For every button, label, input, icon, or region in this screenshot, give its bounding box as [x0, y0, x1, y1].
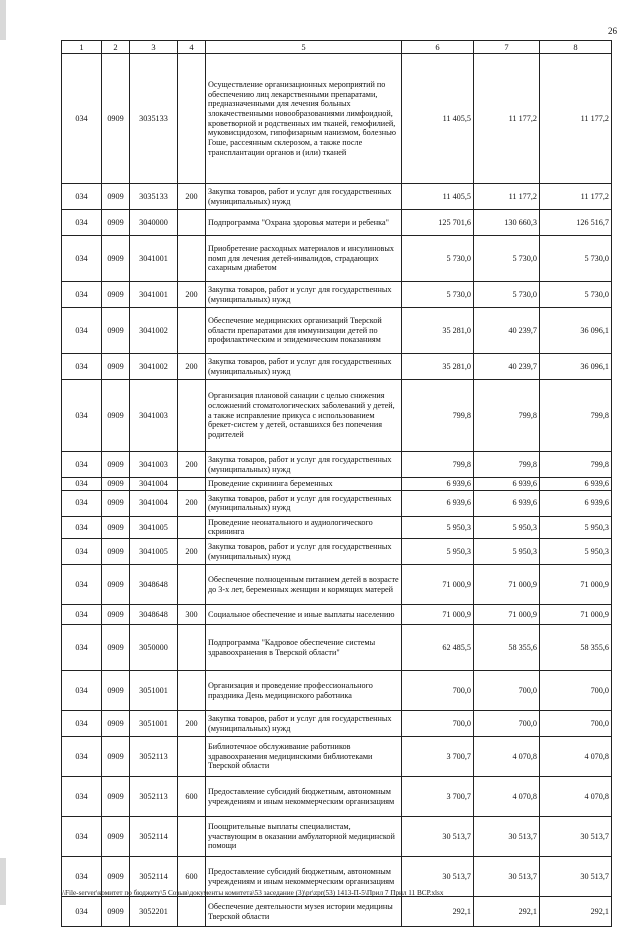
cell-amount-col8: 4 070,8 [540, 737, 612, 777]
table-row [62, 380, 612, 452]
table-row [62, 565, 612, 605]
cell-admin-code: 034 [62, 236, 102, 282]
table-row [62, 308, 612, 354]
cell-target-code: 3041002 [130, 308, 178, 354]
cell-amount-col6: 6 939,6 [402, 478, 474, 491]
table-row [62, 478, 612, 491]
cell-target-code: 3041003 [130, 452, 178, 478]
cell-admin-code: 034 [62, 210, 102, 236]
cell-admin-code: 034 [62, 54, 102, 184]
cell-amount-col7: 71 000,9 [474, 605, 540, 625]
cell-target-code: 3041005 [130, 516, 178, 538]
table-row [62, 539, 612, 565]
cell-amount-col6: 5 730,0 [402, 236, 474, 282]
cell-amount-col6: 5 730,0 [402, 282, 474, 308]
cell-amount-col8: 6 939,6 [540, 478, 612, 491]
col-header: 1 [62, 41, 102, 54]
cell-amount-col8: 700,0 [540, 711, 612, 737]
cell-section-code: 0909 [102, 184, 130, 210]
file-path-footer: \\File-server\комитет по бюджету\5 Созыв\документы комитета\53 заседание (3)\pr\zpr(53) 1413-П-5\Прил 7 Прил 11 ВСР.xlsx [61, 889, 444, 897]
cell-target-code: 3040000 [130, 210, 178, 236]
cell-admin-code: 034 [62, 490, 102, 516]
cell-amount-col6: 3 700,7 [402, 737, 474, 777]
cell-amount-col6: 5 950,3 [402, 539, 474, 565]
cell-amount-col7: 799,8 [474, 452, 540, 478]
cell-amount-col7: 5 730,0 [474, 282, 540, 308]
cell-section-code: 0909 [102, 711, 130, 737]
cell-expense-type: 200 [178, 490, 206, 516]
cell-amount-col8: 5 950,3 [540, 539, 612, 565]
cell-target-code: 3052201 [130, 897, 178, 927]
cell-admin-code: 034 [62, 354, 102, 380]
cell-target-code: 3041005 [130, 539, 178, 565]
cell-admin-code: 034 [62, 857, 102, 897]
cell-section-code: 0909 [102, 452, 130, 478]
cell-amount-col6: 11 405,5 [402, 184, 474, 210]
cell-section-code: 0909 [102, 308, 130, 354]
col-header: 3 [130, 41, 178, 54]
cell-amount-col8: 6 939,6 [540, 490, 612, 516]
cell-description: Проведение неонатального и аудиологического скрининга [206, 516, 402, 538]
cell-target-code: 3052114 [130, 857, 178, 897]
cell-amount-col8: 71 000,9 [540, 565, 612, 605]
budget-table [61, 40, 612, 927]
cell-amount-col7: 30 513,7 [474, 817, 540, 857]
cell-amount-col6: 3 700,7 [402, 777, 474, 817]
table-row [62, 777, 612, 817]
cell-amount-col7: 292,1 [474, 897, 540, 927]
cell-section-code: 0909 [102, 777, 130, 817]
cell-description: Обеспечение полноценным питанием детей в возрасте до 3-х лет, беременных женщин и кормящих матерей [206, 565, 402, 605]
cell-amount-col7: 5 730,0 [474, 236, 540, 282]
cell-admin-code: 034 [62, 516, 102, 538]
cell-amount-col7: 6 939,6 [474, 478, 540, 491]
table-row [62, 354, 612, 380]
col-header: 7 [474, 41, 540, 54]
cell-expense-type [178, 54, 206, 184]
cell-expense-type: 200 [178, 354, 206, 380]
cell-target-code: 3052113 [130, 777, 178, 817]
cell-amount-col6: 11 405,5 [402, 54, 474, 184]
cell-target-code: 3035133 [130, 54, 178, 184]
cell-description: Закупка товаров, работ и услуг для государственных (муниципальных) нужд [206, 490, 402, 516]
cell-expense-type [178, 671, 206, 711]
cell-section-code: 0909 [102, 516, 130, 538]
cell-target-code: 3051001 [130, 671, 178, 711]
cell-description: Поощрительные выплаты специалистам, участвующим в оказании амбулаторной медицинской помощи [206, 817, 402, 857]
cell-amount-col6: 799,8 [402, 452, 474, 478]
cell-admin-code: 034 [62, 308, 102, 354]
cell-description: Обеспечение медицинских организаций Тверской области препаратами для иммунизации детей по профилактическим и эпидемическим показаниям [206, 308, 402, 354]
table-row [62, 737, 612, 777]
cell-admin-code: 034 [62, 452, 102, 478]
cell-amount-col6: 30 513,7 [402, 817, 474, 857]
cell-admin-code: 034 [62, 184, 102, 210]
cell-amount-col7: 799,8 [474, 380, 540, 452]
cell-section-code: 0909 [102, 817, 130, 857]
cell-target-code: 3041001 [130, 282, 178, 308]
cell-target-code: 3041004 [130, 478, 178, 491]
cell-amount-col7: 5 950,3 [474, 516, 540, 538]
cell-amount-col7: 71 000,9 [474, 565, 540, 605]
cell-description: Закупка товаров, работ и услуг для государственных (муниципальных) нужд [206, 354, 402, 380]
cell-section-code: 0909 [102, 565, 130, 605]
cell-admin-code: 034 [62, 711, 102, 737]
cell-expense-type [178, 625, 206, 671]
cell-description: Закупка товаров, работ и услуг для государственных (муниципальных) нужд [206, 452, 402, 478]
cell-expense-type: 200 [178, 711, 206, 737]
cell-section-code: 0909 [102, 282, 130, 308]
cell-expense-type: 600 [178, 857, 206, 897]
cell-amount-col8: 5 730,0 [540, 282, 612, 308]
cell-target-code: 3048648 [130, 605, 178, 625]
table-row [62, 236, 612, 282]
cell-amount-col7: 130 660,3 [474, 210, 540, 236]
cell-expense-type [178, 516, 206, 538]
col-header: 4 [178, 41, 206, 54]
cell-expense-type [178, 236, 206, 282]
table-row [62, 897, 612, 927]
cell-amount-col7: 4 070,8 [474, 737, 540, 777]
cell-amount-col8: 36 096,1 [540, 308, 612, 354]
cell-amount-col7: 11 177,2 [474, 184, 540, 210]
cell-admin-code: 034 [62, 539, 102, 565]
cell-admin-code: 034 [62, 625, 102, 671]
cell-amount-col7: 11 177,2 [474, 54, 540, 184]
cell-admin-code: 034 [62, 897, 102, 927]
cell-expense-type [178, 817, 206, 857]
cell-amount-col8: 71 000,9 [540, 605, 612, 625]
cell-amount-col8: 799,8 [540, 452, 612, 478]
cell-expense-type [178, 478, 206, 491]
cell-description: Предоставление субсидий бюджетным, автономным учреждениям и иным некоммерческим организациям [206, 777, 402, 817]
cell-amount-col6: 700,0 [402, 671, 474, 711]
cell-description: Организация плановой санации с целью снижения осложнений стоматологических заболеваний у детей, а также исправление прикуса с использованием брекет-систем у детей, оставшихся без попечения родителей [206, 380, 402, 452]
cell-amount-col6: 799,8 [402, 380, 474, 452]
cell-section-code: 0909 [102, 671, 130, 711]
cell-admin-code: 034 [62, 777, 102, 817]
cell-section-code: 0909 [102, 897, 130, 927]
cell-expense-type: 200 [178, 282, 206, 308]
table-row [62, 452, 612, 478]
table-row [62, 282, 612, 308]
cell-target-code: 3041001 [130, 236, 178, 282]
cell-section-code: 0909 [102, 490, 130, 516]
cell-target-code: 3041004 [130, 490, 178, 516]
cell-section-code: 0909 [102, 210, 130, 236]
cell-description: Обеспечение деятельности музея истории медицины Тверской области [206, 897, 402, 927]
scan-edge-bottom [0, 858, 6, 905]
table-row [62, 490, 612, 516]
cell-description: Подпрограмма "Охрана здоровья матери и ребенка" [206, 210, 402, 236]
cell-amount-col7: 58 355,6 [474, 625, 540, 671]
table-row [62, 516, 612, 538]
cell-target-code: 3041002 [130, 354, 178, 380]
cell-target-code: 3041003 [130, 380, 178, 452]
cell-admin-code: 034 [62, 671, 102, 711]
cell-amount-col8: 36 096,1 [540, 354, 612, 380]
cell-description: Библиотечное обслуживание работников здравоохранения медицинскими библиотеками Тверской области [206, 737, 402, 777]
cell-target-code: 3051001 [130, 711, 178, 737]
cell-amount-col8: 5 950,3 [540, 516, 612, 538]
cell-expense-type: 600 [178, 777, 206, 817]
cell-admin-code: 034 [62, 380, 102, 452]
cell-amount-col6: 125 701,6 [402, 210, 474, 236]
cell-amount-col8: 30 513,7 [540, 817, 612, 857]
cell-amount-col8: 11 177,2 [540, 54, 612, 184]
cell-amount-col8: 126 516,7 [540, 210, 612, 236]
cell-admin-code: 034 [62, 817, 102, 857]
cell-section-code: 0909 [102, 857, 130, 897]
cell-amount-col8: 292,1 [540, 897, 612, 927]
cell-expense-type: 300 [178, 605, 206, 625]
cell-description: Закупка товаров, работ и услуг для государственных (муниципальных) нужд [206, 711, 402, 737]
cell-amount-col7: 700,0 [474, 671, 540, 711]
cell-expense-type: 200 [178, 452, 206, 478]
cell-expense-type [178, 210, 206, 236]
cell-admin-code: 034 [62, 737, 102, 777]
cell-amount-col7: 40 239,7 [474, 308, 540, 354]
table-row [62, 817, 612, 857]
cell-section-code: 0909 [102, 625, 130, 671]
cell-description: Предоставление субсидий бюджетным, автономным учреждениям и иным некоммерческим организациям [206, 857, 402, 897]
cell-amount-col8: 5 730,0 [540, 236, 612, 282]
cell-section-code: 0909 [102, 478, 130, 491]
cell-amount-col6: 5 950,3 [402, 516, 474, 538]
cell-target-code: 3052114 [130, 817, 178, 857]
cell-amount-col6: 71 000,9 [402, 565, 474, 605]
cell-amount-col7: 700,0 [474, 711, 540, 737]
cell-description: Приобретение расходных материалов и инсулиновых помп для лечения детей-инвалидов, страдающих сахарным диабетом [206, 236, 402, 282]
cell-description: Социальное обеспечение и иные выплаты населению [206, 605, 402, 625]
table-row [62, 625, 612, 671]
table-body [62, 54, 612, 927]
cell-expense-type [178, 897, 206, 927]
cell-expense-type: 200 [178, 184, 206, 210]
cell-amount-col8: 11 177,2 [540, 184, 612, 210]
table-row [62, 210, 612, 236]
page-number: 26 [608, 26, 617, 36]
table-row [62, 671, 612, 711]
cell-amount-col8: 700,0 [540, 671, 612, 711]
col-header: 5 [206, 41, 402, 54]
cell-section-code: 0909 [102, 380, 130, 452]
cell-amount-col6: 35 281,0 [402, 308, 474, 354]
cell-description: Организация и проведение профессионального праздника День медицинского работника [206, 671, 402, 711]
cell-admin-code: 034 [62, 282, 102, 308]
table-row [62, 605, 612, 625]
cell-description: Закупка товаров, работ и услуг для государственных (муниципальных) нужд [206, 539, 402, 565]
cell-expense-type [178, 565, 206, 605]
cell-amount-col8: 4 070,8 [540, 777, 612, 817]
cell-amount-col6: 292,1 [402, 897, 474, 927]
cell-admin-code: 034 [62, 565, 102, 605]
cell-amount-col6: 6 939,6 [402, 490, 474, 516]
cell-amount-col7: 40 239,7 [474, 354, 540, 380]
cell-expense-type [178, 308, 206, 354]
scan-edge-top [0, 0, 6, 40]
cell-section-code: 0909 [102, 539, 130, 565]
cell-target-code: 3035133 [130, 184, 178, 210]
cell-description: Осуществление организационных мероприятий по обеспечению лиц лекарственными препаратами, предназначенными для лечения больных злокачественными новообразованиями лимфоидной, кроветворной и родственных им тканей, гемофилией, муковисцидозом, гипофизарным нанизмом, болезнью Гоше, рассеянным склерозом, а также после трансплантации органов и (или) тканей [206, 54, 402, 184]
cell-amount-col8: 799,8 [540, 380, 612, 452]
cell-amount-col6: 35 281,0 [402, 354, 474, 380]
header-row [62, 41, 612, 54]
cell-amount-col7: 5 950,3 [474, 539, 540, 565]
cell-amount-col6: 700,0 [402, 711, 474, 737]
cell-target-code: 3048648 [130, 565, 178, 605]
col-header: 2 [102, 41, 130, 54]
cell-description: Закупка товаров, работ и услуг для государственных (муниципальных) нужд [206, 184, 402, 210]
cell-amount-col7: 6 939,6 [474, 490, 540, 516]
cell-amount-col8: 30 513,7 [540, 857, 612, 897]
cell-admin-code: 034 [62, 605, 102, 625]
cell-amount-col8: 58 355,6 [540, 625, 612, 671]
table-row [62, 54, 612, 184]
table-row [62, 184, 612, 210]
cell-amount-col6: 62 485,5 [402, 625, 474, 671]
cell-amount-col7: 30 513,7 [474, 857, 540, 897]
cell-target-code: 3050000 [130, 625, 178, 671]
cell-expense-type [178, 380, 206, 452]
cell-section-code: 0909 [102, 605, 130, 625]
cell-amount-col6: 71 000,9 [402, 605, 474, 625]
cell-amount-col6: 30 513,7 [402, 857, 474, 897]
cell-admin-code: 034 [62, 478, 102, 491]
cell-description: Подпрограмма "Кадровое обеспечение системы здравоохранения в Тверской области" [206, 625, 402, 671]
cell-amount-col7: 4 070,8 [474, 777, 540, 817]
col-header: 8 [540, 41, 612, 54]
cell-section-code: 0909 [102, 737, 130, 777]
cell-description: Проведение скрининга беременных [206, 478, 402, 491]
cell-section-code: 0909 [102, 54, 130, 184]
cell-expense-type: 200 [178, 539, 206, 565]
cell-expense-type [178, 737, 206, 777]
cell-target-code: 3052113 [130, 737, 178, 777]
col-header: 6 [402, 41, 474, 54]
table-row [62, 711, 612, 737]
cell-section-code: 0909 [102, 236, 130, 282]
cell-description: Закупка товаров, работ и услуг для государственных (муниципальных) нужд [206, 282, 402, 308]
cell-section-code: 0909 [102, 354, 130, 380]
